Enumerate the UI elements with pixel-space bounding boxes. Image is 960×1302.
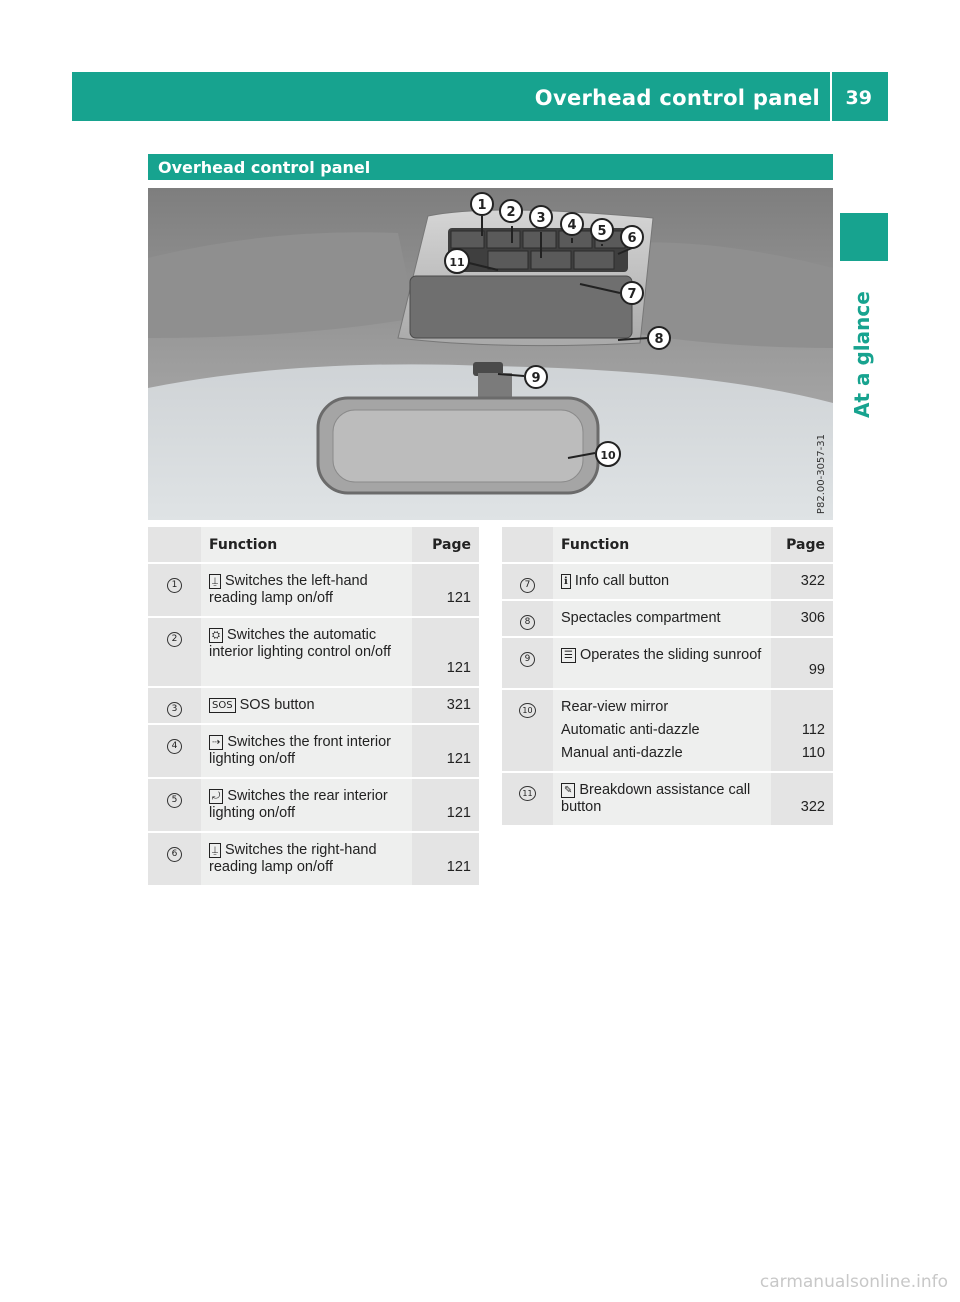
row-page <box>771 689 833 772</box>
table-row <box>502 563 833 600</box>
side-tab-marker <box>840 213 888 261</box>
overhead-panel-photo <box>148 188 833 520</box>
row-number: 6 <box>148 832 201 885</box>
table-row <box>148 617 479 687</box>
table-row <box>502 600 833 637</box>
svg-text:8: 8 <box>654 332 664 347</box>
table-row <box>502 689 833 772</box>
row-number: 5 <box>148 778 201 832</box>
row-page: 121 <box>412 778 479 832</box>
table-header-row <box>148 527 479 563</box>
table-row <box>148 832 479 885</box>
row-function: ☰ Operates the sliding sunroof <box>553 637 771 689</box>
subitem-label: Manual anti-dazzle <box>561 745 683 761</box>
row-title: Rear-view mirror <box>561 699 669 715</box>
svg-text:6: 6 <box>627 231 637 246</box>
svg-text:3: 3 <box>536 211 546 226</box>
header-number <box>148 527 201 563</box>
row-page: 322 <box>771 772 833 825</box>
svg-text:9: 9 <box>531 371 541 386</box>
table-header-row <box>502 527 833 563</box>
row-number: 4 <box>148 724 201 778</box>
row-function: ⍊ Switches the right-hand reading lamp on/off <box>201 832 412 885</box>
auto-lighting-icon: ⛭ <box>209 628 223 643</box>
reading-lamp-icon: ⍊ <box>209 574 221 589</box>
row-number: 8 <box>502 600 553 637</box>
rear-lighting-icon: ⤾ <box>209 789 223 804</box>
header-function: Function <box>201 527 412 563</box>
svg-text:2: 2 <box>506 205 516 220</box>
function-table-left <box>148 527 479 885</box>
row-function: ℹ Info call button <box>553 563 771 600</box>
header-page: Page <box>771 527 833 563</box>
row-number: 2 <box>148 617 201 687</box>
row-function: Spectacles compartment <box>553 600 771 637</box>
function-table-right <box>502 527 833 825</box>
table-row <box>148 563 479 617</box>
subitem-page: 112 <box>801 722 825 738</box>
row-number: 1 <box>148 563 201 617</box>
row-function: ✎ Breakdown assistance call button <box>553 772 771 825</box>
row-page: 321 <box>412 687 479 724</box>
header-number <box>502 527 553 563</box>
header-title: Overhead control panel <box>534 86 820 110</box>
header-divider <box>830 72 832 121</box>
row-number: 3 <box>148 687 201 724</box>
svg-text:4: 4 <box>567 218 577 233</box>
row-page: 121 <box>412 724 479 778</box>
svg-text:10: 10 <box>600 449 616 462</box>
row-number: 10 <box>502 689 553 772</box>
section-title: Overhead control panel <box>148 154 833 180</box>
subitem-label: Automatic anti-dazzle <box>561 722 700 738</box>
row-number: 7 <box>502 563 553 600</box>
table-row <box>502 772 833 825</box>
sunroof-icon: ☰ <box>561 648 576 663</box>
svg-text:5: 5 <box>597 224 607 239</box>
header-page: Page <box>412 527 479 563</box>
svg-text:11: 11 <box>449 256 465 269</box>
front-lighting-icon: ⇢ <box>209 735 223 750</box>
watermark: carmanualsonline.info <box>759 1272 948 1292</box>
svg-text:7: 7 <box>627 287 637 302</box>
header-function: Function <box>553 527 771 563</box>
table-row <box>502 637 833 689</box>
table-row <box>148 724 479 778</box>
row-page: 99 <box>771 637 833 689</box>
info-call-icon: ℹ <box>561 574 571 589</box>
row-page: 121 <box>412 617 479 687</box>
row-page: 306 <box>771 600 833 637</box>
side-tab-label: At a glance <box>850 291 874 418</box>
row-function <box>553 689 771 772</box>
row-page: 121 <box>412 832 479 885</box>
sos-phone-icon: SOS <box>209 698 236 713</box>
subitem-page: 110 <box>801 745 825 761</box>
image-reference-code: P82.00-3057-31 <box>816 433 827 514</box>
table-row <box>148 687 479 724</box>
row-function: SOS SOS button <box>201 687 412 724</box>
row-function: ⍊ Switches the left-hand reading lamp on/off <box>201 563 412 617</box>
row-function: ⛭ Switches the automatic interior lighting control on/off <box>201 617 412 687</box>
page-number: 39 <box>845 87 872 109</box>
reading-lamp-icon: ⍊ <box>209 843 221 858</box>
breakdown-call-icon: ✎ <box>561 783 575 798</box>
row-number: 11 <box>502 772 553 825</box>
row-function: ⇢ Switches the front interior lighting on/off <box>201 724 412 778</box>
row-function: ⤾ Switches the rear interior lighting on/off <box>201 778 412 832</box>
row-number: 9 <box>502 637 553 689</box>
overhead-panel-illustration <box>148 188 833 520</box>
table-row <box>148 778 479 832</box>
row-page: 121 <box>412 563 479 617</box>
svg-text:1: 1 <box>477 198 487 213</box>
page-header <box>72 72 888 121</box>
row-page: 322 <box>771 563 833 600</box>
